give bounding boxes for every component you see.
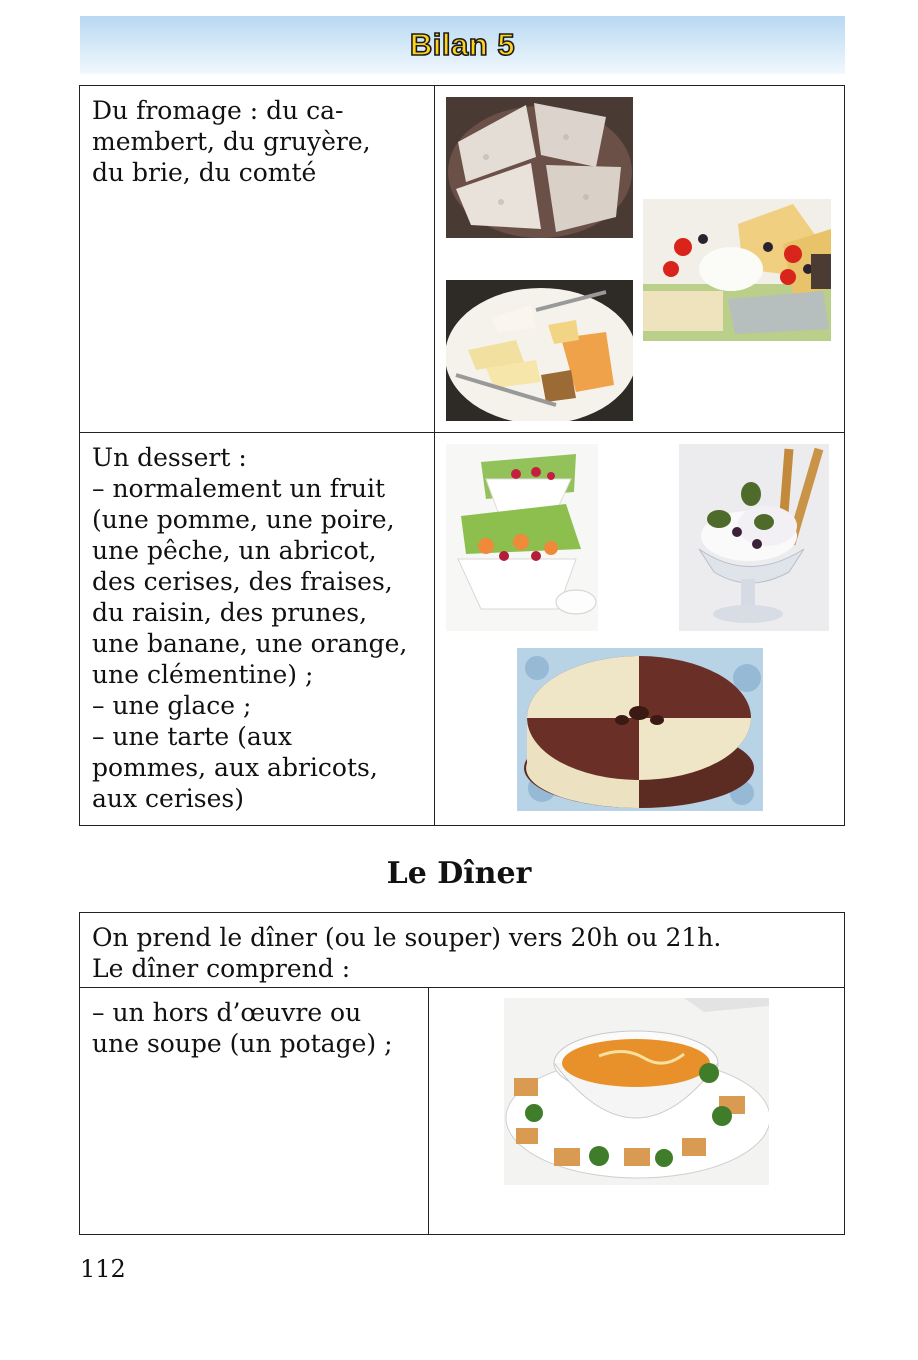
chocolate-cake-photo [517,648,763,811]
camembert-photo [446,97,633,238]
table2-header-divider [79,987,845,988]
dessert-description: Un dessert : – normalement un fruit (une pomme, une poire, une pêche, un abricot, des cerises, des fraises, du raisin, des prunes, une banane, une orange, une clémentine) ; – une glace ; – une tarte (aux pommes, aux abricots, aux cerises) [92,443,408,813]
section-banner [80,16,845,74]
cheese-plate-photo [446,280,633,421]
section-title: Le Dîner [386,856,532,891]
ice-cream-photo [679,444,829,631]
cheese-description: Du fromage : du ca- membert, du gruyère, du brie, du comté [92,96,371,187]
starter-description: – un hors d’œuvre ou une soupe (un potage) ; [92,998,393,1058]
fruit-salad-photo [446,444,598,631]
soup-photo [504,998,769,1185]
dinner-intro: On prend le dîner (ou le souper) vers 20h ou 21h. Le dîner comprend : [92,923,722,983]
cheese-platter-photo [643,199,831,341]
table1-row-divider [79,432,845,433]
table1-column-divider [434,85,435,826]
page-number: 112 [80,1255,126,1283]
table2-column-divider [428,987,429,1235]
banner-title: Bilan 5 [409,27,516,62]
